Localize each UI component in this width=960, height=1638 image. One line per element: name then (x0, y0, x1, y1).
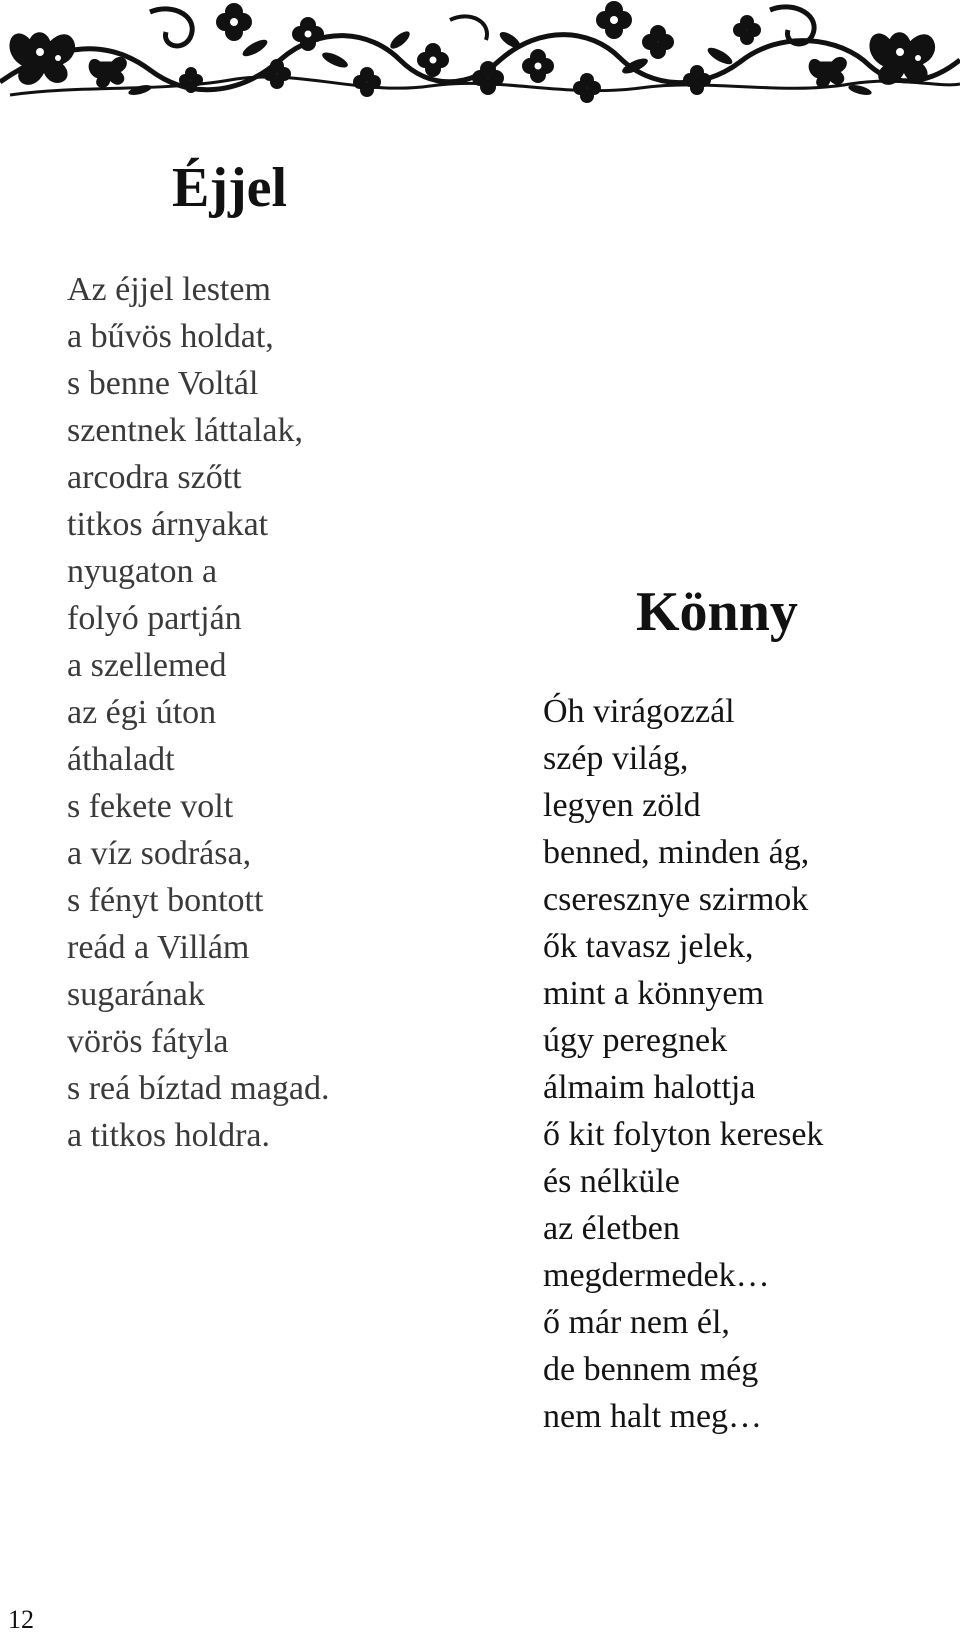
poem-line: cseresznye szirmok (543, 881, 809, 918)
poem-body-ejjel (67, 266, 329, 1159)
poem-line: szép világ, (543, 740, 689, 777)
poem-line: Óh virágozzál (543, 693, 735, 730)
poem-line: megdermedek… (543, 1257, 770, 1294)
page-number: 12 (8, 1605, 34, 1634)
poem-line: folyó partján (67, 600, 242, 637)
poem-line: ő kit folyton keresek (543, 1116, 824, 1153)
poem-line: legyen zöld (543, 787, 701, 824)
poem-line: a víz sodrása, (67, 835, 252, 872)
poem-line: áthaladt (67, 741, 175, 778)
poem-line: álmaim halottja (543, 1069, 756, 1106)
poem-line: s benne Voltál (67, 365, 259, 402)
poem-title-ejjel: Éjjel (172, 157, 288, 219)
poem-line: szentnek láttalak, (67, 412, 304, 449)
poem-line: ő már nem él, (543, 1304, 730, 1341)
poem-line: s fekete volt (67, 788, 234, 825)
floral-butterfly-border-icon (0, 0, 960, 110)
poem-line: ők tavasz jelek, (543, 928, 754, 965)
poem-line: vörös fátyla (67, 1023, 229, 1060)
poem-line: mint a könnyem (543, 975, 764, 1012)
poem-line: s fényt bontott (67, 882, 264, 919)
poem-title-konny: Könny (636, 581, 798, 643)
poem-line: titkos árnyakat (67, 506, 269, 543)
poem-line: sugarának (67, 976, 205, 1013)
poem-line: a bűvös holdat, (67, 318, 274, 355)
poem-line: és nélküle (543, 1163, 680, 1200)
poem-line: úgy peregnek (543, 1022, 728, 1059)
poem-line: Az éjjel lestem (67, 271, 271, 308)
poem-line: az életben (543, 1210, 680, 1247)
poem-line: de bennem még (543, 1351, 759, 1388)
poem-line: benned, minden ág, (543, 834, 810, 871)
poem-line: a szellemed (67, 647, 227, 684)
poem-line: s reá bíztad magad. (67, 1070, 330, 1107)
poem-line: a titkos holdra. (67, 1117, 271, 1154)
poem-line: arcodra szőtt (67, 459, 242, 496)
poem-body-konny (543, 688, 823, 1440)
poem-line: nem halt meg… (543, 1398, 763, 1435)
poem-line: nyugaton a (67, 553, 218, 590)
poem-line: reád a Villám (67, 929, 250, 966)
poem-line: az égi úton (67, 694, 217, 731)
